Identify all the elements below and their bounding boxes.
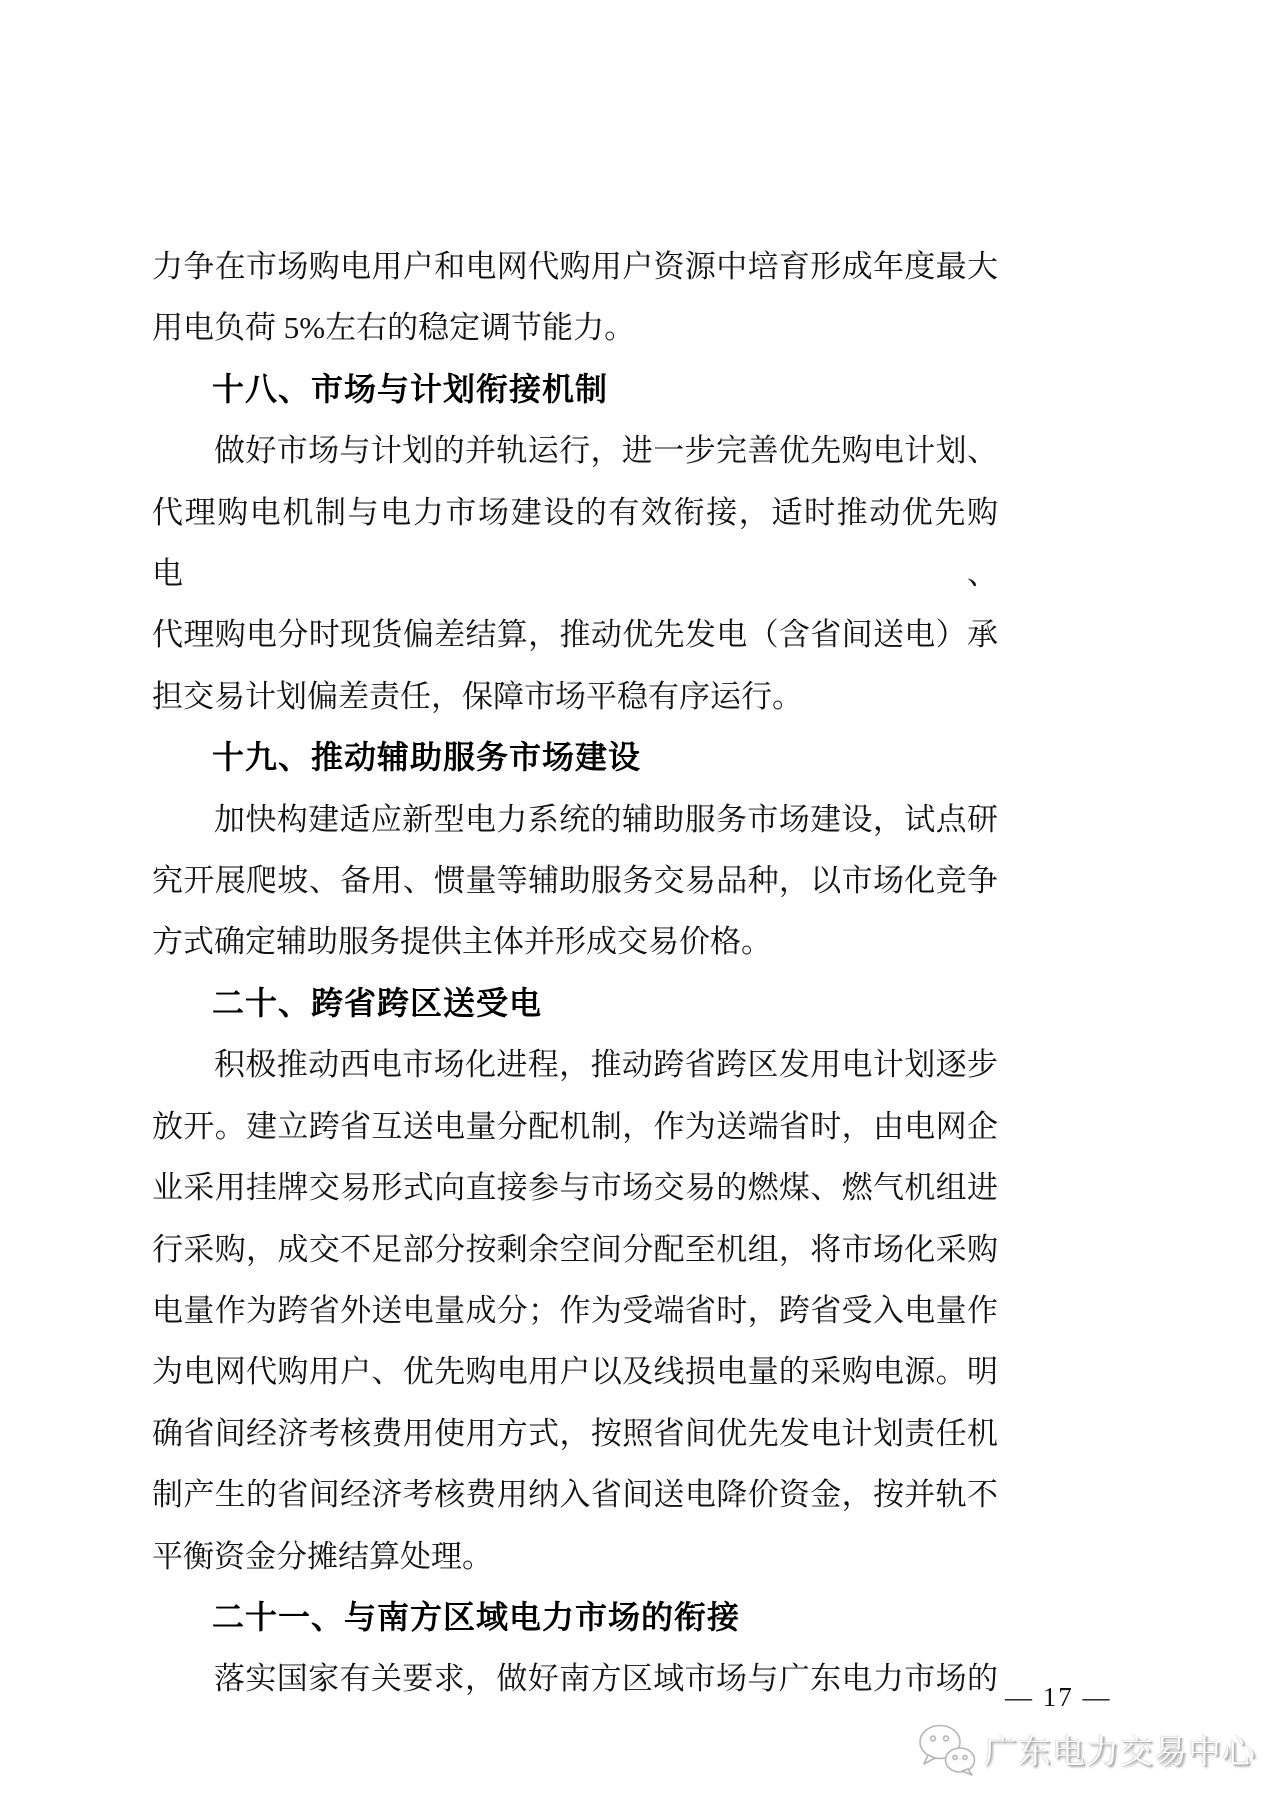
watermark-label: 广东电力交易中心 (984, 1732, 1256, 1770)
paragraph-line: 确省间经济考核费用使用方式，按照省间优先发电计划责任机 (152, 1415, 998, 1451)
paragraph-line: 电量作为跨省外送电量成分；作为受端省时，跨省受入电量作 (152, 1292, 998, 1328)
watermark (916, 1720, 1256, 1778)
paragraph-line: 做好市场与计划的并轨运行，进一步完善优先购电计划、 (214, 433, 998, 469)
wechat-icon (916, 1720, 978, 1778)
paragraph-line: 方式确定辅助服务提供主体并形成交易价格。 (152, 924, 772, 960)
page-number: — 17 — (1005, 1682, 1112, 1712)
paragraph-line: 力争在市场购电用户和电网代购用户资源中培育形成年度最大 (152, 249, 998, 284)
paragraph-line: 行采购，成交不足部分按剩余空间分配至机组，将市场化采购 (152, 1231, 998, 1267)
paragraph-line: 制产生的省间经济考核费用纳入省间送电降价资金，按并轨不 (152, 1477, 998, 1513)
paragraph-line: 代理购电分时现货偏差结算，推动优先发电（含省间送电）承 (152, 617, 998, 653)
paragraph-line: 放开。建立跨省互送电量分配机制，作为送端省时，由电网企 (152, 1108, 998, 1144)
paragraph-line: 究开展爬坡、备用、惯量等辅助服务交易品种，以市场化竞争 (152, 863, 998, 899)
body-text-block (152, 236, 998, 1710)
heading-section-21: 二十一、与南方区域电力市场的衔接 (212, 1598, 741, 1635)
paragraph-line: 加快构建适应新型电力系统的辅助服务市场建设，试点研 (214, 801, 998, 837)
paragraph-line: 代理购电机制与电力市场建设的有效衔接，适时推动优先购电、 (152, 494, 998, 592)
heading-section-18: 十八、市场与计划衔接机制 (212, 370, 609, 407)
paragraph-line: 平衡资金分摊结算处理。 (152, 1538, 493, 1574)
heading-section-20: 二十、跨省跨区送受电 (212, 984, 543, 1021)
paragraph-line: 落实国家有关要求，做好南方区域市场与广东电力市场的 (214, 1661, 998, 1697)
paragraph-line: 担交易计划偏差责任，保障市场平稳有序运行。 (152, 678, 803, 714)
paragraph-line: 用电负荷 5%左右的稳定调节能力。 (152, 310, 636, 346)
paragraph-line: 业采用挂牌交易形式向直接参与市场交易的燃煤、燃气机组进 (152, 1170, 998, 1206)
paragraph-line: 积极推动西电市场化进程，推动跨省跨区发用电计划逐步 (214, 1047, 998, 1083)
paragraph-line: 为电网代购用户、优先购电用户以及线损电量的采购电源。明 (152, 1354, 998, 1390)
heading-section-19: 十九、推动辅助服务市场建设 (212, 739, 642, 776)
